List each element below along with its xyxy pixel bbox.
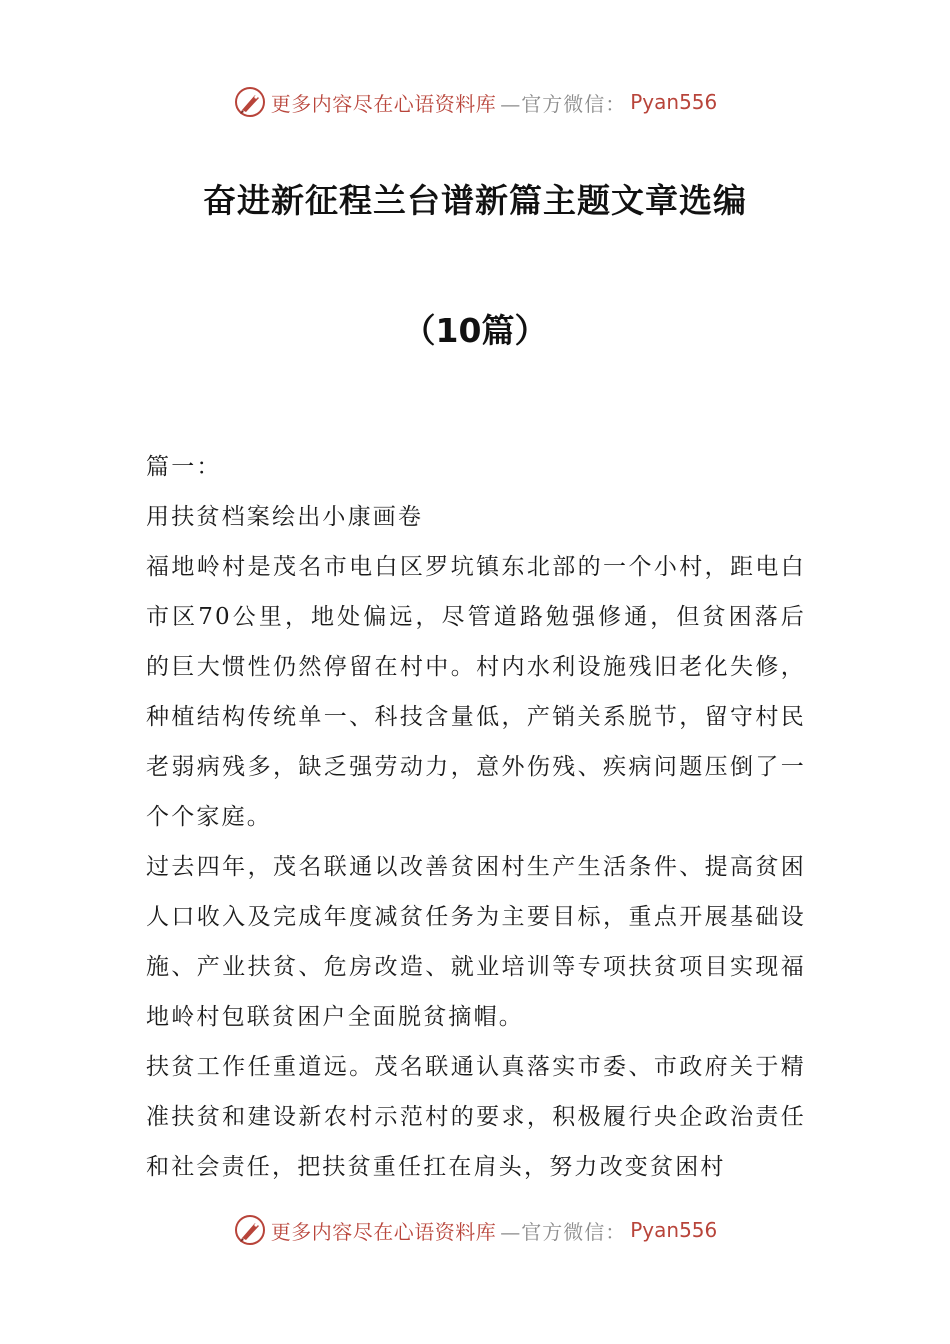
- pen-nib-logo-icon: [233, 85, 267, 119]
- document-title: 奋进新征程兰台谱新篇主题文章选编: [203, 181, 747, 220]
- section-heading: 用扶贫档案绘出小康画卷: [146, 504, 424, 530]
- banner-wechat-label: —官方微信：: [500, 91, 627, 116]
- article-body: [146, 442, 806, 1192]
- paragraph: 过去四年，茂名联通以改善贫困村生产生活条件、提高贫困人口收入及完成年度减贫任务为主要目标，重点开展基础设施、产业扶贫、危房改造、就业培训等专项扶贫项目实现福地岭村包联贫困户全面脱贫摘帽。: [146, 854, 806, 1030]
- banner-wechat-id: Pyan556: [630, 90, 718, 114]
- paragraph: 福地岭村是茂名市电白区罗坑镇东北部的一个小村，距电白市区70公里，地处偏远，尽管道路勉强修通，但贫困落后的巨大惯性仍然停留在村中。村内水利设施残旧老化失修，种植结构传统单一、科技含量低，产销关系脱节，留守村民老弱病残多，缺乏强劳动力，意外伤残、疾病问题压倒了一个个家庭。: [146, 554, 806, 830]
- banner-site-text: 更多内容尽在心语资料库: [270, 91, 497, 116]
- header-watermark-banner: [0, 82, 950, 122]
- document-subtitle: （10篇）: [402, 311, 548, 350]
- banner-wechat-id: Pyan556: [630, 1218, 718, 1242]
- footer-watermark-banner: [0, 1210, 950, 1250]
- pen-nib-logo-icon: [233, 1213, 267, 1247]
- paragraph: 扶贫工作任重道远。茂名联通认真落实市委、市政府关于精准扶贫和建设新农村示范村的要求，积极履行央企政治责任和社会责任，把扶贫重任扛在肩头，努力改变贫困村: [146, 1054, 806, 1180]
- section-label: 篇一：: [146, 454, 222, 480]
- banner-site-text: 更多内容尽在心语资料库: [270, 1219, 497, 1244]
- banner-wechat-label: —官方微信：: [500, 1219, 627, 1244]
